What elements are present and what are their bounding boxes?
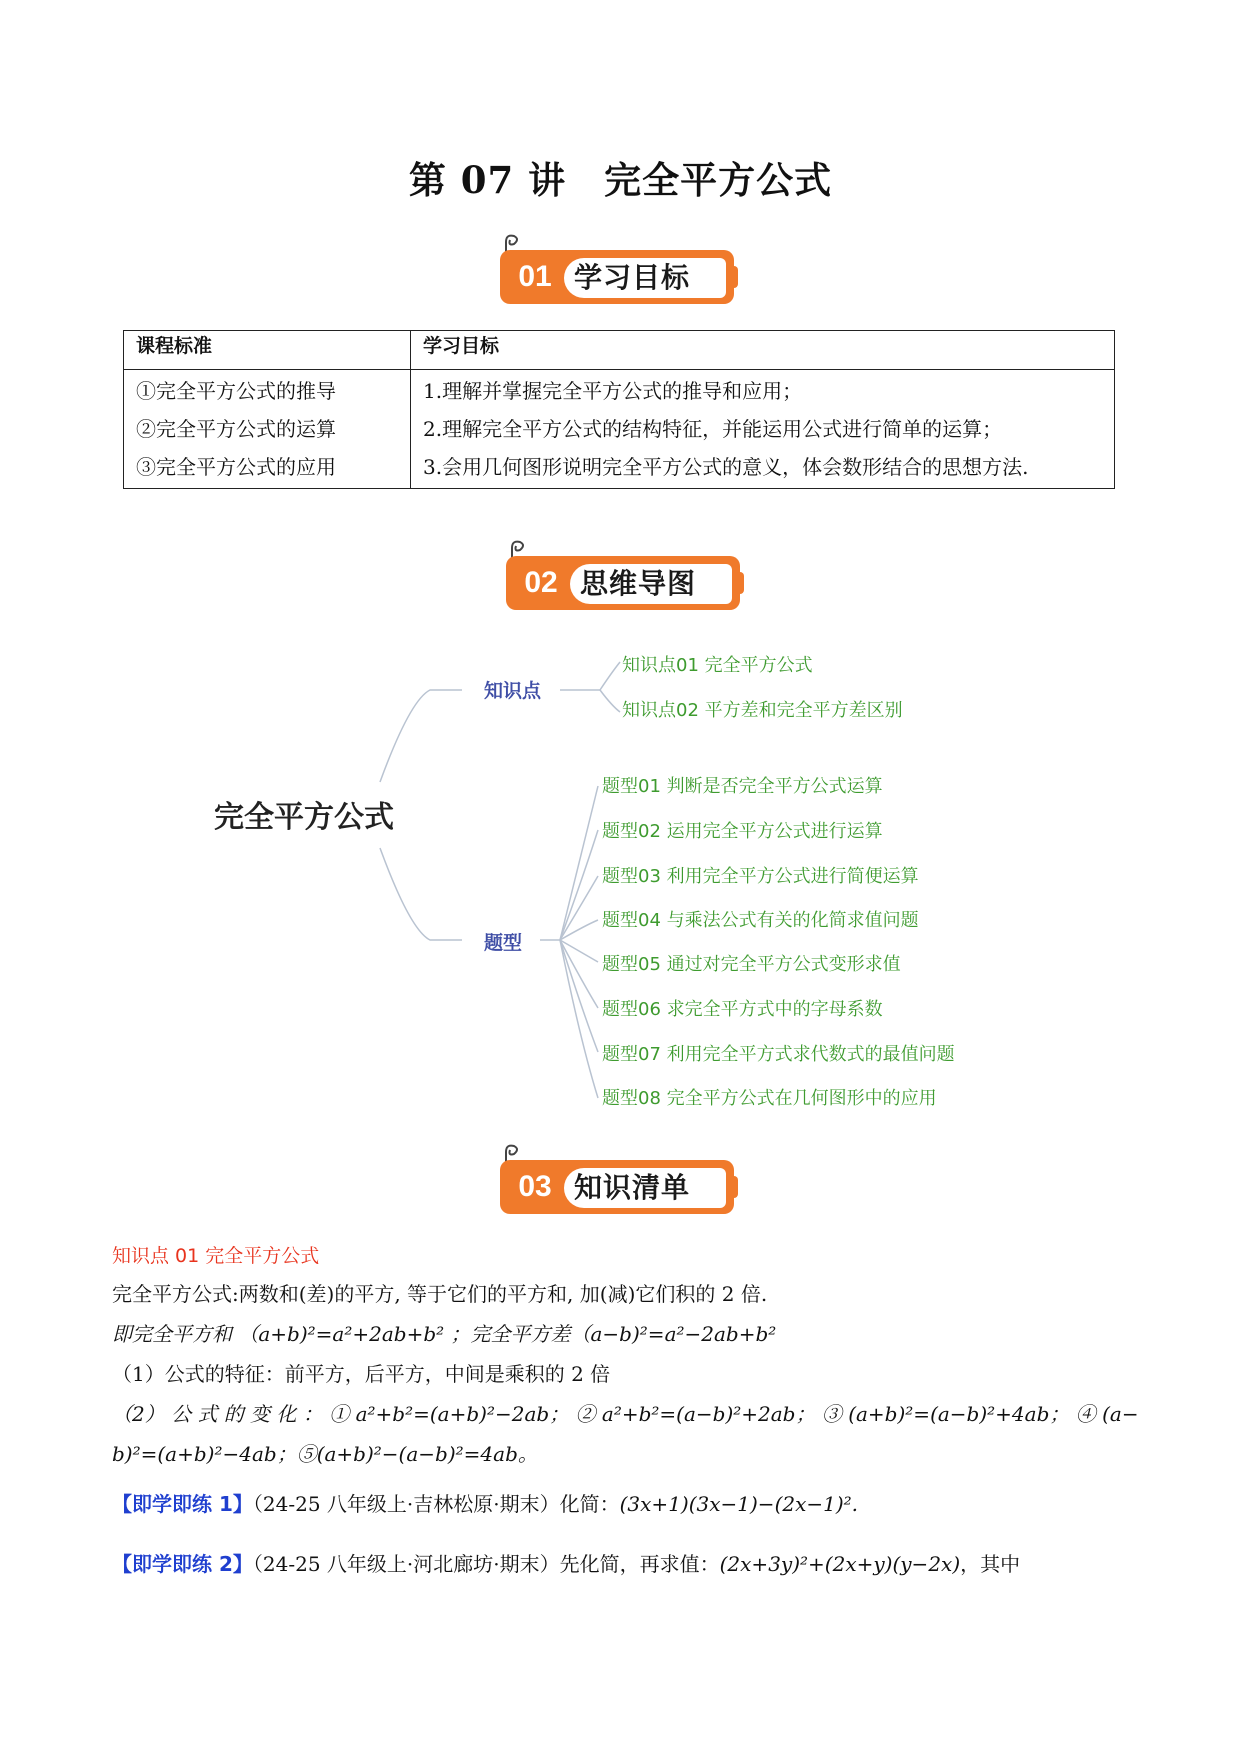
exercise-item [112,1474,1132,1534]
mindmap-leaf: 题型03 利用完全平方公式进行简便运算 [602,866,919,887]
knowledge-heading: 知识点 01 完全平方公式 [112,1245,320,1267]
section-number: 01 [518,260,552,293]
goal-item: 2.理解完全平方公式的结构特征，并能运用公式进行简单的运算； [423,417,1003,441]
variation-line: （2） 公 式 的 变 化 ： ① a²+b²=(a+b)²−2ab； ② a²+b²=(a−b)²+2ab； ③ (a+b)²=(a−b)²+4ab； ④ (a− [112,1402,1139,1426]
exercise-tail: ，其中 [960,1552,1021,1576]
mindmap-leaf: 题型04 与乘法公式有关的化简求值问题 [602,910,919,931]
exercise-expression: (2x+3y)²+(2x+y)(y−2x) [719,1552,961,1576]
standard-item: ①完全平方公式的推导 [136,379,336,403]
exercise-expression: (3x+1)(3x−1)−(2x−1)². [619,1492,859,1516]
mindmap-leaf: 知识点02 平方差和完全平方差区别 [622,700,903,721]
mindmap-leaf: 题型06 求完全平方式中的字母系数 [602,999,883,1020]
exercise-item [112,1534,1132,1594]
section-badge-03 [496,1142,746,1214]
variation-line: b)²=(a+b)²−4ab；⑤(a+b)²−(a−b)²=4ab。 [112,1442,538,1466]
mindmap-leaf: 题型05 通过对完全平方公式变形求值 [602,954,901,975]
formula-line: 即完全平方和 （a+b)²=a²+2ab+b² ；完全平方差（a−b)²=a²−2ab+b² [112,1322,777,1346]
table-header: 课程标准 [124,331,411,370]
table-header: 学习目标 [411,331,1115,370]
mindmap-leaf: 题型01 判断是否完全平方公式运算 [602,776,883,797]
section-label: 学习目标 [574,261,691,294]
exercise-source: （24-25 八年级上·吉林松原·期末）化简： [252,1492,620,1516]
exercise-source: （24-25 八年级上·河北廊坊·期末）先化简，再求值： [252,1552,720,1576]
exercise-label: 【即学即练 1】 [112,1492,253,1516]
mindmap-leaf: 题型07 利用完全平方式求代数式的最值问题 [602,1044,955,1065]
section-label: 思维导图 [580,567,697,600]
standard-item: ②完全平方公式的运算 [136,417,336,441]
standard-item: ③完全平方公式的应用 [136,455,336,479]
section-number: 03 [518,1170,552,1203]
mindmap-leaf: 题型08 完全平方公式在几何图形中的应用 [602,1088,937,1109]
mindmap-leaf: 题型02 运用完全平方公式进行运算 [602,821,883,842]
standards-cell [124,370,411,489]
section-label: 知识清单 [574,1171,691,1204]
page-title: 第 07 讲 完全平方公式 [408,158,833,202]
mindmap-leaf: 知识点01 完全平方公式 [622,655,813,676]
definition-line: 完全平方公式:两数和(差)的平方, 等于它们的平方和, 加(减)它们积的 2 倍. [112,1282,768,1306]
feature-line: （1）公式的特征：前平方，后平方，中间是乘积的 2 倍 [112,1362,611,1386]
mindmap-branch: 题型 [484,932,523,954]
goal-item: 1.理解并掌握完全平方公式的推导和应用； [423,379,803,403]
knowledge-section [112,1238,1139,1594]
exercise-label: 【即学即练 2】 [112,1552,253,1576]
mindmap-branch: 知识点 [484,680,542,702]
mindmap-root: 完全平方公式 [214,800,394,835]
goal-item: 3.会用几何图形说明完全平方公式的意义，体会数形结合的思想方法. [423,455,1029,479]
section-badge-02 [502,538,752,610]
section-badge-01 [496,232,746,304]
objectives-table [123,330,1115,489]
goals-cell [411,370,1115,489]
section-number: 02 [524,566,558,599]
